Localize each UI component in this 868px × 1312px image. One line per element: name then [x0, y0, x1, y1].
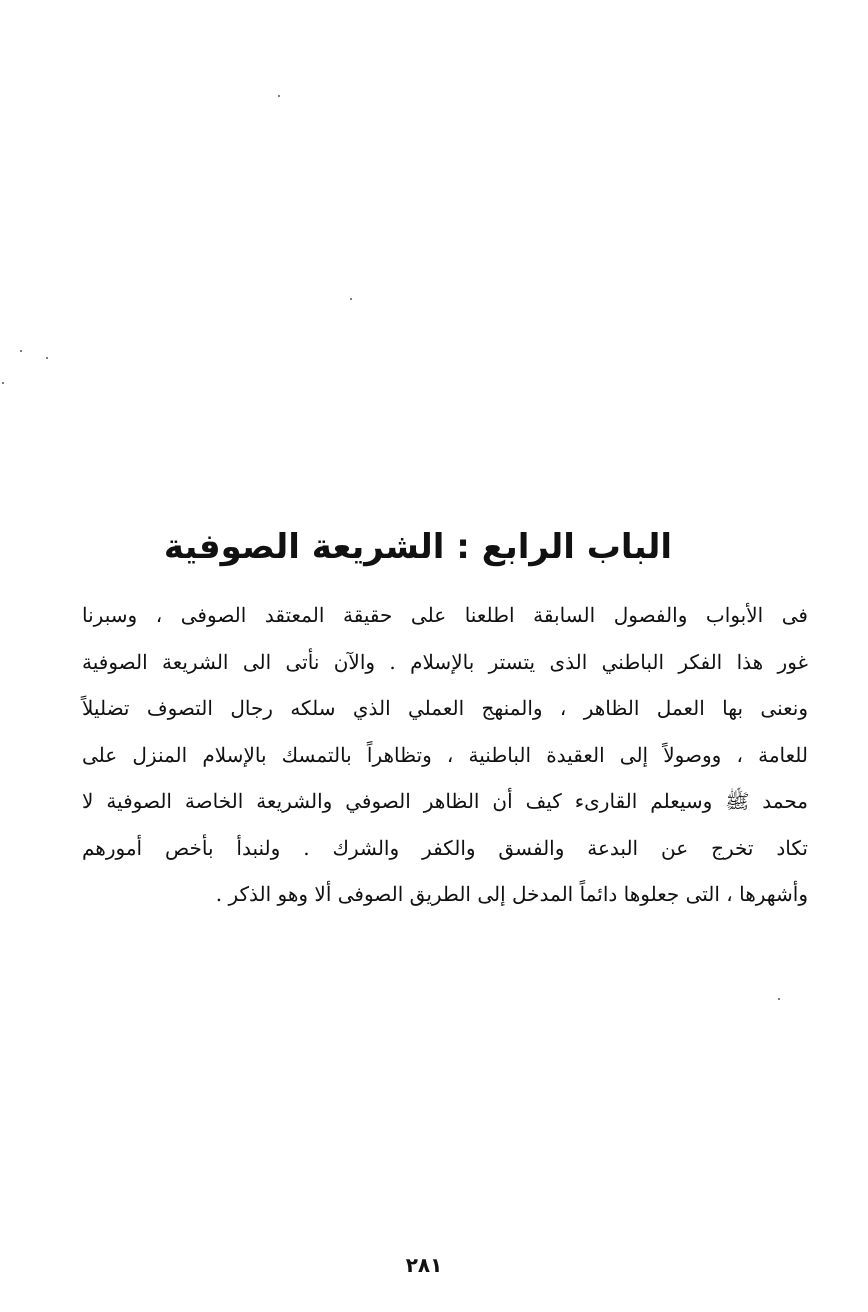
scan-speck	[778, 998, 780, 1000]
paragraph-line: فى الأبواب والفصول السابقة اطلعنا على حقيقة المعتقد الصوفى ، وسبرنا	[82, 603, 808, 627]
scan-speck	[350, 298, 352, 300]
scan-speck	[278, 95, 280, 97]
scan-speck	[2, 382, 4, 384]
paragraph-line: غور هذا الفكر الباطني الذى يتستر بالإسلام . والآن نأتى الى الشريعة الصوفية	[82, 649, 808, 674]
scan-speck	[20, 350, 22, 352]
paragraph-line: تكاد تخرج عن البدعة والفسق والكفر والشرك . ولنبدأ بأخص أمورهم	[82, 835, 808, 860]
paragraph-line: وأشهرها ، التى جعلوها دائماً المدخل إلى الطريق الصوفى ألا وهو الذكر .	[215, 882, 808, 906]
paragraph-line: ونعنى بها العمل الظاهر ، والمنهج العملي الذي سلكه رجال التصوف تضليلاً	[82, 696, 808, 720]
page-number: ٢٨١	[405, 1253, 443, 1277]
paragraph-line: للعامة ، ووصولاً إلى العقيدة الباطنية ، وتظاهراً بالتمسك بالإسلام المنزل على	[82, 742, 808, 767]
paragraph-line: محمد ﷺ وسيعلم القارىء كيف أن الظاهر الصوفي والشريعة الخاصة الصوفية لا	[82, 789, 808, 813]
chapter-title: الباب الرابع : الشريعة الصوفية	[163, 526, 672, 567]
scan-speck	[46, 357, 48, 359]
chapter-intro-paragraph	[82, 592, 808, 918]
